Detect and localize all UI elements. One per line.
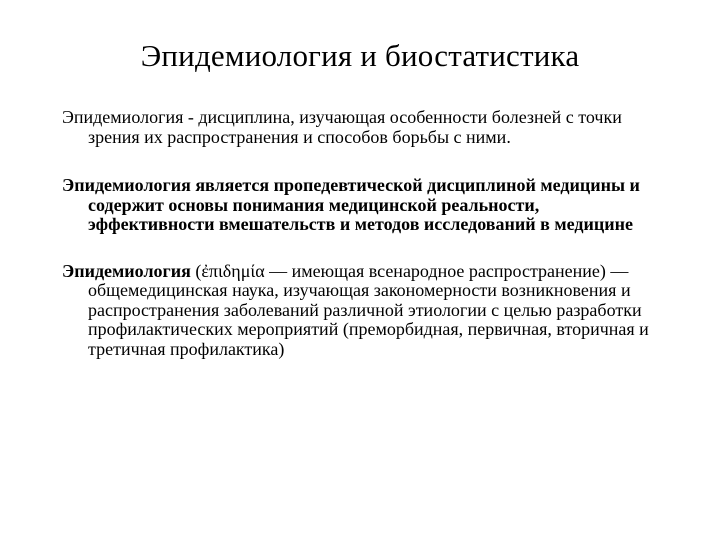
slide-body bbox=[62, 108, 662, 359]
paragraph-etymology bbox=[62, 262, 662, 360]
slide-title: Эпидемиология и биостатистика bbox=[140, 38, 580, 73]
paragraph-definition: Эпидемиология - дисциплина, изучающая особенности болезней с точки зрения их распространения и способов борьбы с ними. bbox=[62, 107, 622, 147]
term-epidemiology: Эпидемиология bbox=[62, 260, 191, 281]
paragraph-propaedeutic: Эпидемиология является пропедевтической дисциплиной медицины и содержит основы понимания медицинской реальности, эффективности вмешательств и методов исследований в медицине bbox=[62, 175, 640, 234]
paragraph-etymology-text: (ἐπιδημία — имеющая всенародное распространение) — общемедицинская наука, изучающая закономерности возникновения и распространения заболеваний различной этиологии с целью разработки профилактических мероприятий (преморбидная, первичная, вторичная и третичная профилактика) bbox=[88, 260, 649, 359]
